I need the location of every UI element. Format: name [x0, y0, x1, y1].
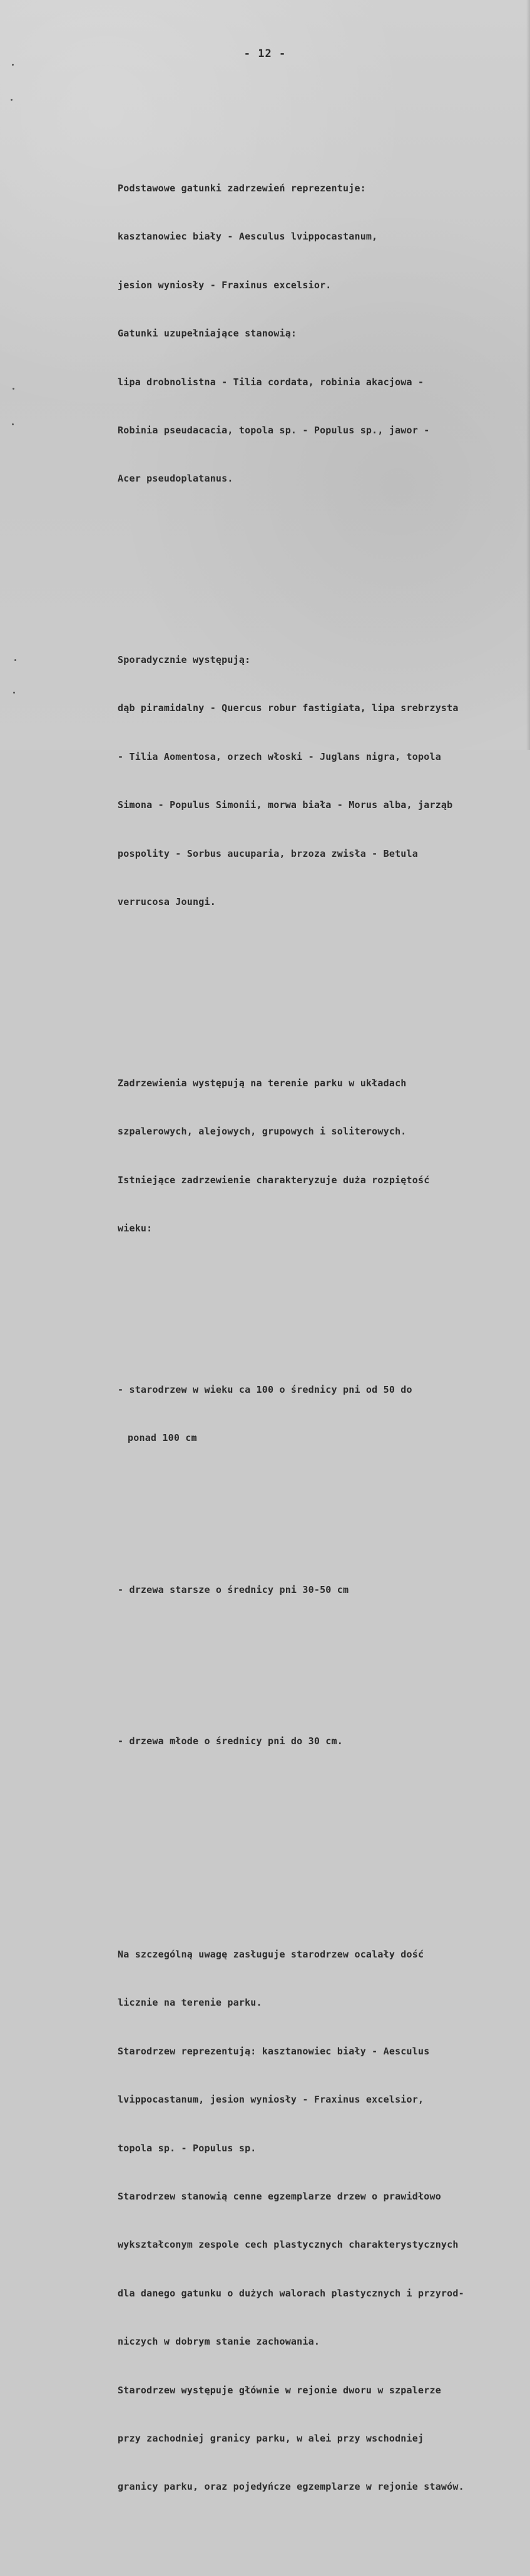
- paragraph-species-sporadic: [118, 620, 518, 943]
- list-item-text: - drzewa starsze o średnicy pni 30-50 cm: [118, 1583, 349, 1595]
- list-item-text: - drzewa młode o średnicy pni do 30 cm.: [118, 1735, 343, 1747]
- page-edge-shadow: [526, 0, 530, 750]
- list-item: [118, 1350, 518, 1478]
- punch-mark: [12, 64, 14, 66]
- text-line: Starodrzew występuje głównie w rejonie dworu w szpalerze: [118, 2384, 441, 2396]
- list-item-text: - starodrzew w wieku ca 100 o średnicy pni od 50 do: [118, 1383, 412, 1395]
- text-line: Zadrzewienia występują na terenie parku w układach: [118, 1077, 407, 1089]
- text-line: dla danego gatunku o dużych walorach plastycznych i przyrod-: [118, 2287, 464, 2299]
- text-line: lvippocastanum, jesion wyniosły - Fraxinus excelsior,: [118, 2094, 424, 2106]
- text-line: licznie na terenie parku.: [118, 1997, 262, 2009]
- text-line: verrucosa Joungi.: [118, 896, 216, 908]
- paragraph-old-trees: [118, 1914, 518, 2527]
- text-line: granicy parku, oraz pojedyńcze egzemplarze w rejonie stawów.: [118, 2481, 464, 2493]
- text-line: Simona - Populus Simonii, morwa biała - Morus alba, jarząb: [118, 799, 453, 811]
- text-line: szpalerowych, alejowych, grupowych i soliterowych.: [118, 1126, 407, 1138]
- punch-mark: [11, 99, 13, 101]
- age-list: [118, 1318, 518, 1814]
- text-line: jesion wyniosły - Fraxinus excelsior.: [118, 279, 332, 291]
- text-line: pospolity - Sorbus aucuparia, brzoza zwisła - Betula: [118, 847, 418, 859]
- punch-mark: [13, 692, 15, 694]
- text-line: - Tilia Aomentosa, orzech włoski - Juglans nigra, topola: [118, 750, 441, 762]
- text-line: Gatunki uzupełniające stanowią:: [118, 328, 297, 340]
- text-line: Acer pseudoplatanus.: [118, 473, 233, 485]
- paragraph-arrangement: [118, 1043, 518, 1269]
- paragraph-species-main: [118, 148, 518, 519]
- text-line: topola sp. - Populus sp.: [118, 2142, 257, 2154]
- text-line: Sporadycznie występują:: [118, 654, 251, 666]
- page-number: - 12 -: [243, 48, 287, 60]
- text-line: Na szczególną uwagę zasługuje starodrzew ocalały dość: [118, 1949, 424, 1961]
- text-line: Robinia pseudacacia, topola sp. - Populus sp., jawor -: [118, 424, 430, 436]
- text-line: niczych w dobrym stanie zachowania.: [118, 2336, 320, 2348]
- document-body: [118, 100, 518, 2576]
- text-line: wykształconym zespole cech plastycznych charakterystycznych: [118, 2239, 459, 2251]
- text-line: przy zachodniej granicy parku, w alei przy wschodniej: [118, 2432, 424, 2444]
- list-item-text: ponad 100 cm: [128, 1432, 197, 1444]
- punch-mark: [12, 423, 14, 425]
- text-line: kasztanowiec biały - Aesculus lvippocastanum,: [118, 231, 378, 243]
- text-line: Podstawowe gatunki zadrzewień reprezentuje:: [118, 182, 366, 194]
- text-line: dąb piramidalny - Quercus robur fastigiata, lipa srebrzysta: [118, 702, 459, 714]
- punch-mark: [13, 388, 14, 390]
- punch-mark: [14, 659, 16, 661]
- text-line: Starodrzew stanowią cenne egzemplarze drzew o prawidłowo: [118, 2191, 441, 2202]
- text-line: Starodrzew reprezentują: kasztanowiec biały - Aesculus: [118, 2045, 430, 2057]
- text-line: wieku:: [118, 1222, 153, 1234]
- list-item: [118, 1701, 518, 1782]
- text-line: lipa drobnolistna - Tilia cordata, robinia akacjowa -: [118, 376, 424, 388]
- text-line: Istniejące zadrzewienie charakteryzuje duża rozpiętość: [118, 1174, 430, 1186]
- list-item: [118, 1550, 518, 1630]
